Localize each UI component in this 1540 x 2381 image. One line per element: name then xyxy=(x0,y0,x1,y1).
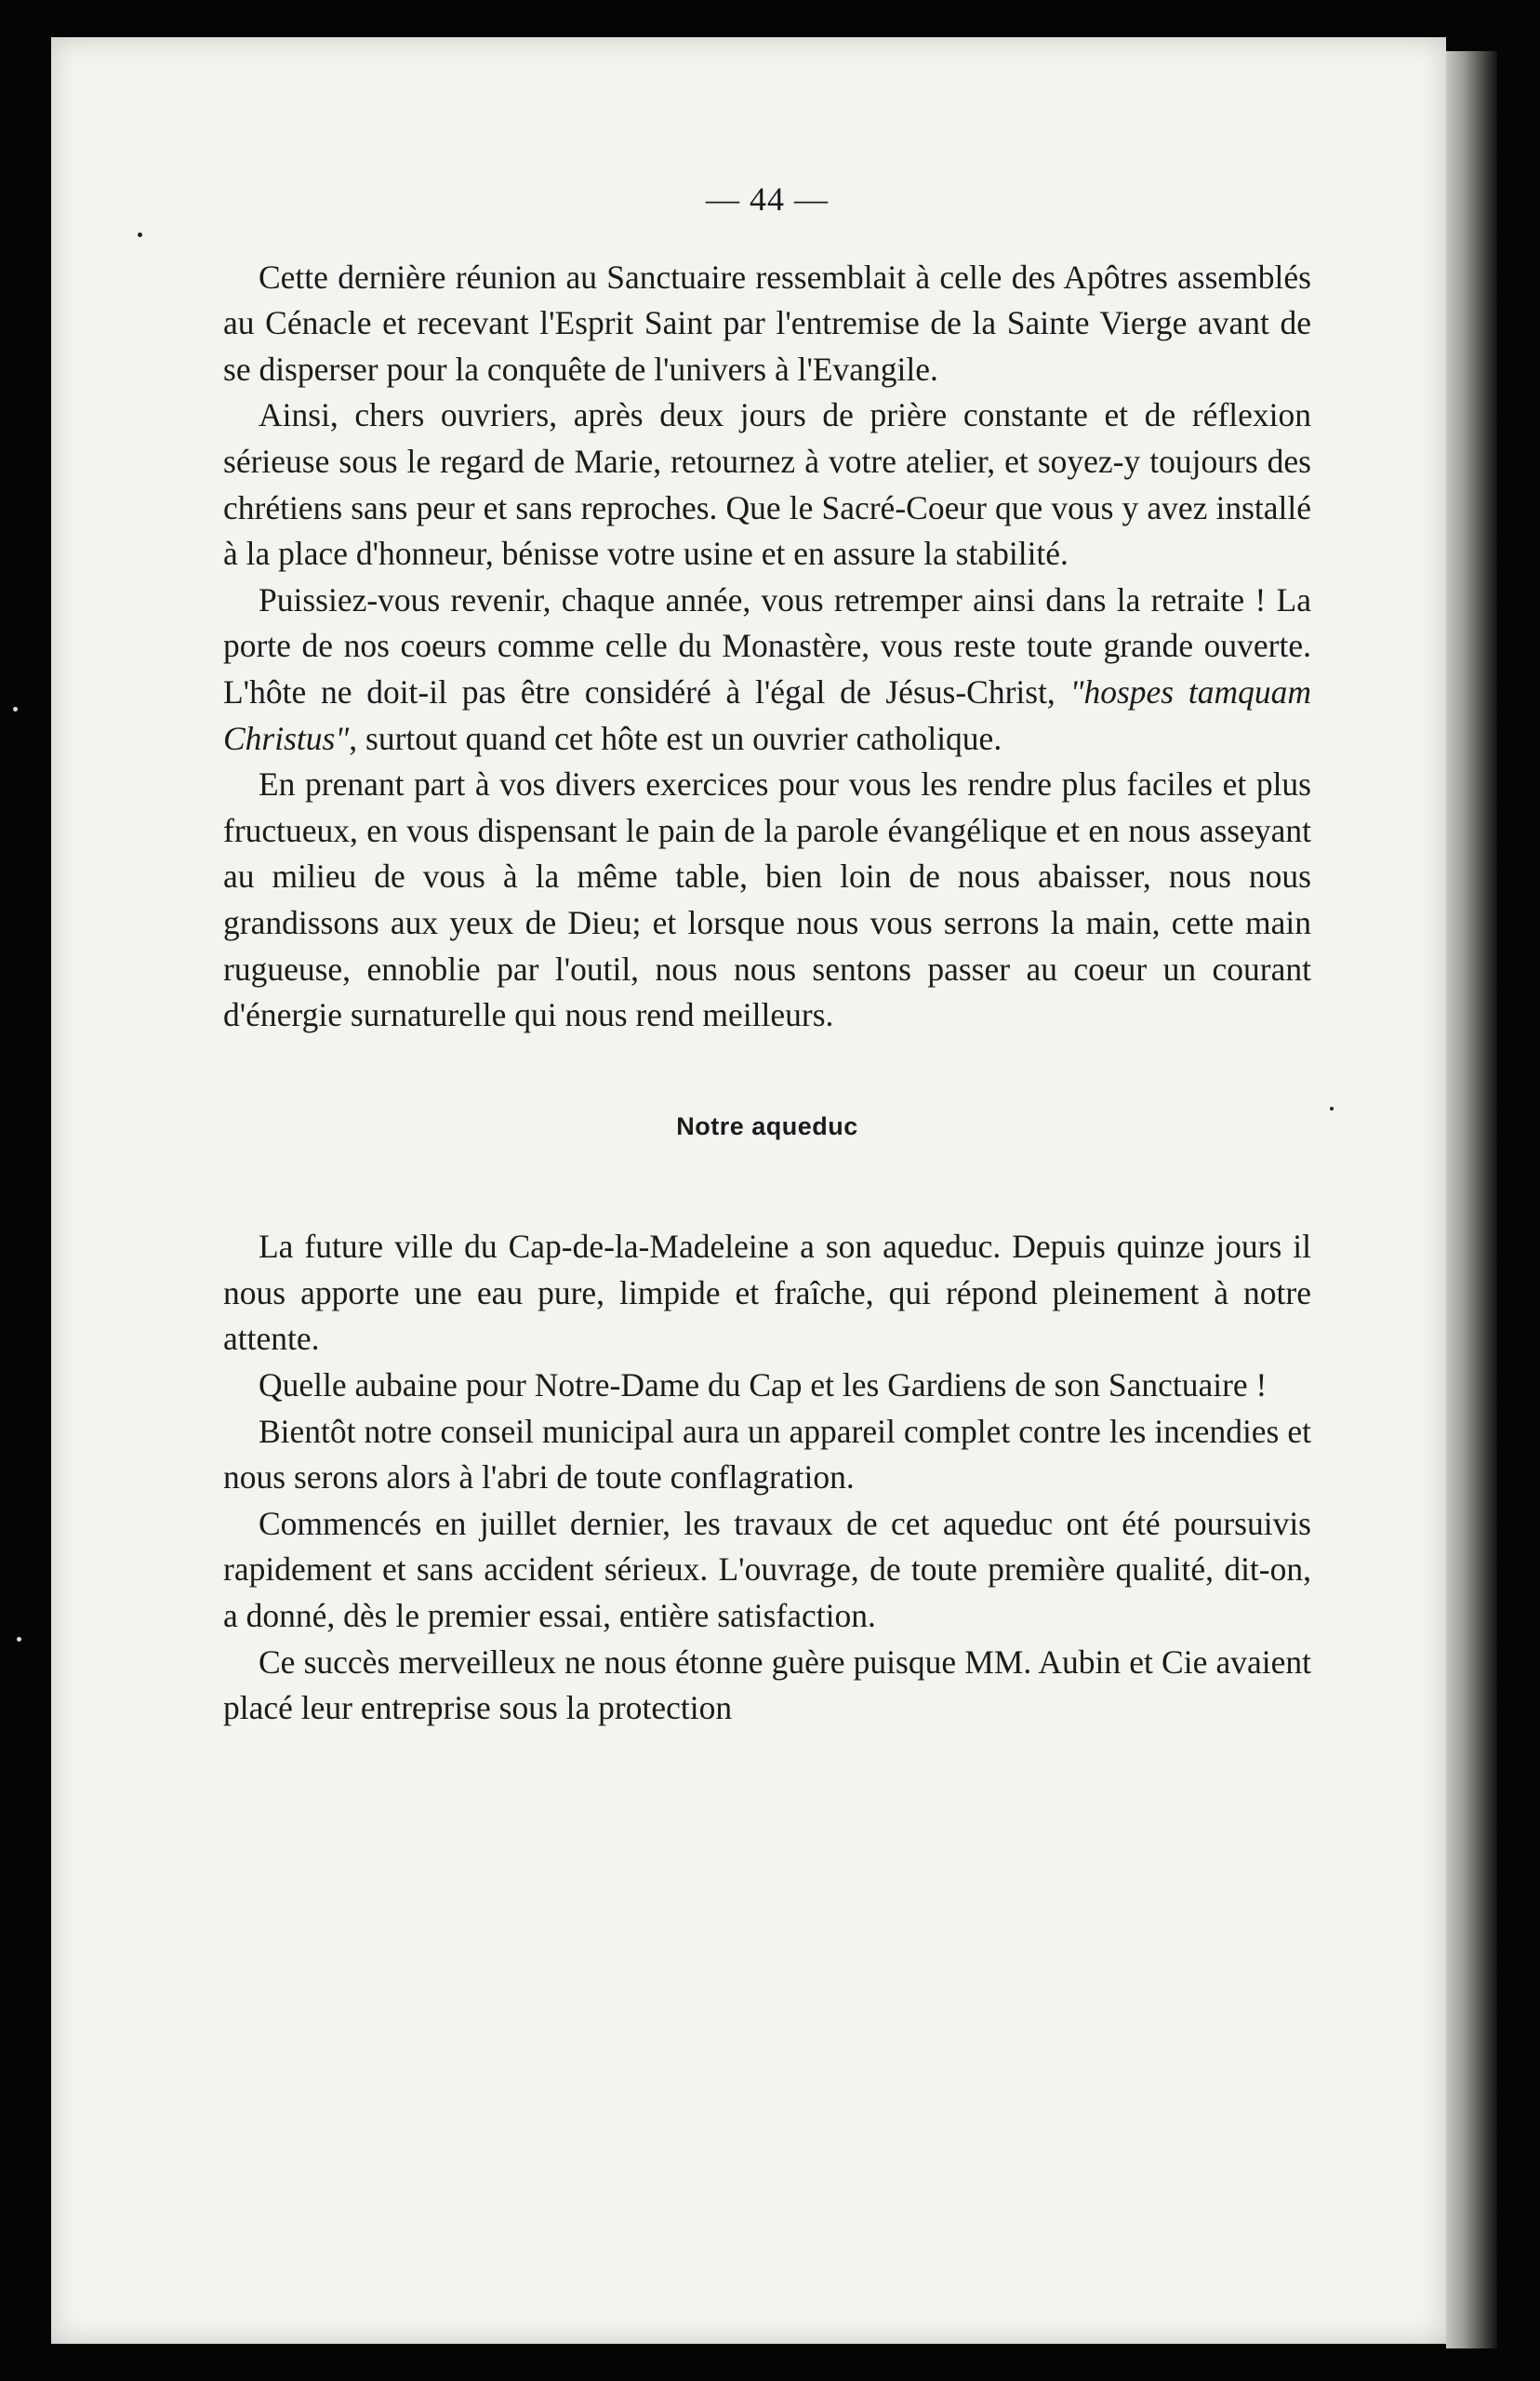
paragraph: Commencés en juillet dernier, les travaux de cet aqueduc ont été poursuivis rapidement et sans accident sérieux. L'ouvrage, de toute première qualité, dit-on, a donné, dès le premier essai, entière satisfaction. xyxy=(223,1504,1311,1635)
dust-speck xyxy=(13,707,18,712)
paragraph: Quelle aubaine pour Notre-Dame du Cap et les Gardiens de son Sanctuaire ! xyxy=(259,1366,1268,1404)
dust-speck xyxy=(17,1637,21,1642)
paragraph: La future ville du Cap-de-la-Madeleine a son aqueduc. Depuis quinze jours il nous apporte une eau pure, limpide et fraîche, qui répond pleinement à notre attente. xyxy=(223,1228,1311,1358)
paragraph-text: , surtout quand cet hôte est un ouvrier catholique. xyxy=(349,719,1002,757)
page-text xyxy=(223,121,1311,1732)
paragraph: Bientôt notre conseil municipal aura un appareil complet contre les incendies et nous serons alors à l'abri de toute conflagration. xyxy=(223,1412,1311,1496)
paragraph-text: Puissiez-vous revenir, chaque année, vous retremper ainsi dans la retraite ! La porte de nos coeurs comme celle du Monastère, vous reste toute grande ouverte. L'hôte ne doit-il pas être considéré à l'égal de Jésus-Christ, xyxy=(223,580,1311,711)
latin-quote: "hospes tamquam Christus" xyxy=(223,672,1311,757)
page-edge-shadow xyxy=(1446,51,1497,2348)
section-heading: Notre aqueduc xyxy=(676,1111,858,1140)
dust-speck xyxy=(1330,1107,1334,1111)
paragraph-with-quote xyxy=(223,578,1311,762)
dust-speck xyxy=(138,233,142,237)
paragraph: Ce succès merveilleux ne nous étonne guère puisque MM. Aubin et Cie avaient placé leur entreprise sous la protection xyxy=(223,1643,1311,1727)
paragraph: En prenant part à vos divers exercices pour vous les rendre plus faciles et plus fructueux, en vous dispensant le pain de la parole évangélique et en nous asseyant au milieu de vous à la même table, bien loin de nous abaisser, nous nous grandissons aux yeux de Dieu; et lorsque nous vous serrons la main, cette main rugueuse, ennoblie par l'outil, nous nous sentons passer au coeur un courant d'énergie surnaturelle qui nous rend meilleurs. xyxy=(223,765,1311,1034)
paragraph: Ainsi, chers ouvriers, après deux jours de prière constante et de réflexion sérieuse sous le regard de Marie, retournez à votre atelier, et soyez-y toujours des chrétiens sans peur et sans reproches. Que le Sacré-Coeur que vous y avez installé à la place d'honneur, bénisse votre usine et en assure la stabilité. xyxy=(223,396,1311,573)
page-number: — 44 — xyxy=(706,180,829,218)
paragraph: Cette dernière réunion au Sanctuaire ressemblait à celle des Apôtres assemblés au Cénacle et recevant l'Esprit Saint par l'entremise de la Sainte Vierge avant de se disperser pour la conquête de l'univers à l'Evangile. xyxy=(223,258,1311,388)
